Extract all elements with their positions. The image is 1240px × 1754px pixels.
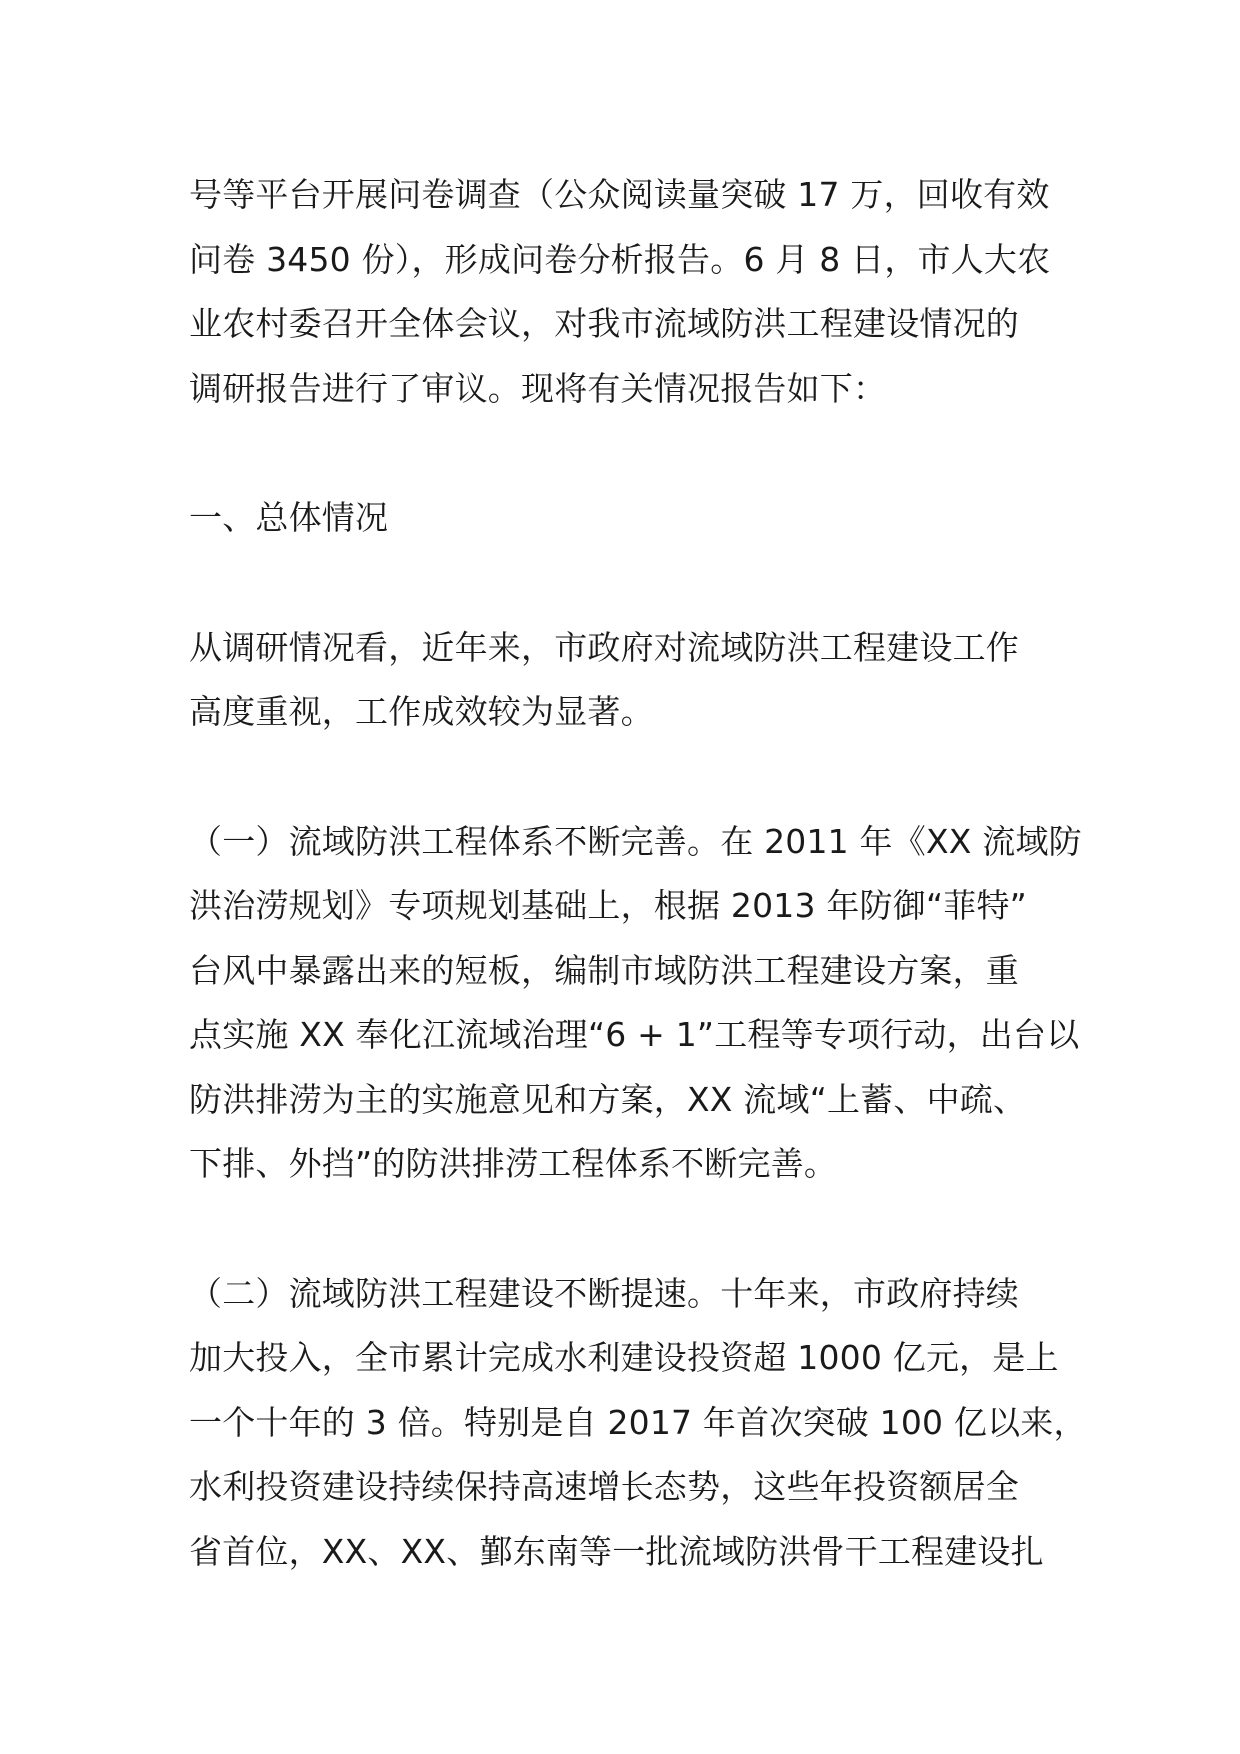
text-line: 号等平台开展问卷调查（公众阅读量突破 17 万，回收有效 — [189, 175, 1050, 214]
paragraph-point-two — [189, 1262, 1087, 1585]
heading-line: 一、总体情况 — [189, 498, 389, 537]
text-line: 问卷 3450 份），形成问卷分析报告。6 月 8 日，市人大农 — [189, 239, 1051, 279]
text-line: （二）流域防洪工程建设不断提速。十年来，市政府持续 — [189, 1273, 1019, 1313]
text-line: 业农村委召开全体会议，对我市流域防洪工程建设情况的 — [189, 304, 1019, 343]
text-line: 省首位，XX、XX、鄞东南等一批流域防洪骨干工程建设扎 — [189, 1531, 1044, 1571]
text-line: 从调研情况看，近年来，市政府对流域防洪工程建设工作 — [189, 627, 1019, 667]
paragraph-overview — [189, 616, 1059, 745]
section-heading — [189, 486, 1059, 551]
paragraph-point-one — [189, 810, 1082, 1197]
text-line: 水利投资建设持续保持高速增长态势，这些年投资额居全 — [189, 1467, 1019, 1506]
text-line: 防洪排涝为主的实施意见和方案，XX 流域“上蓄、中疏、 — [189, 1079, 1027, 1119]
text-line: 洪治涝规划》专项规划基础上，根据 2013 年防御“菲特” — [189, 886, 1027, 925]
text-line: 加大投入，全市累计完成水利建设投资超 1000 亿元，是上 — [189, 1338, 1059, 1377]
text-line: 高度重视，工作成效较为显著。 — [189, 692, 654, 731]
paragraph-spacer — [189, 551, 1059, 616]
paragraph-spacer — [189, 421, 1059, 486]
text-line: 一个十年的 3 倍。特别是自 2017 年首次突破 100 亿以来， — [189, 1402, 1087, 1442]
paragraph-survey-intro — [189, 163, 1059, 421]
paragraph-spacer — [189, 1197, 1059, 1262]
text-line: 下排、外挡”的防洪排涝工程体系不断完善。 — [189, 1144, 838, 1183]
paragraph-spacer — [189, 745, 1059, 810]
text-line: 点实施 XX 奉化江流域治理“6 + 1”工程等专项行动，出台以 — [189, 1015, 1080, 1054]
text-line: （一）流域防洪工程体系不断完善。在 2011 年《XX 流域防 — [189, 821, 1082, 861]
text-line: 台风中暴露出来的短板，编制市域防洪工程建设方案，重 — [189, 950, 1019, 990]
document-page — [189, 163, 1087, 1584]
text-line: 调研报告进行了审议。现将有关情况报告如下： — [189, 368, 887, 408]
